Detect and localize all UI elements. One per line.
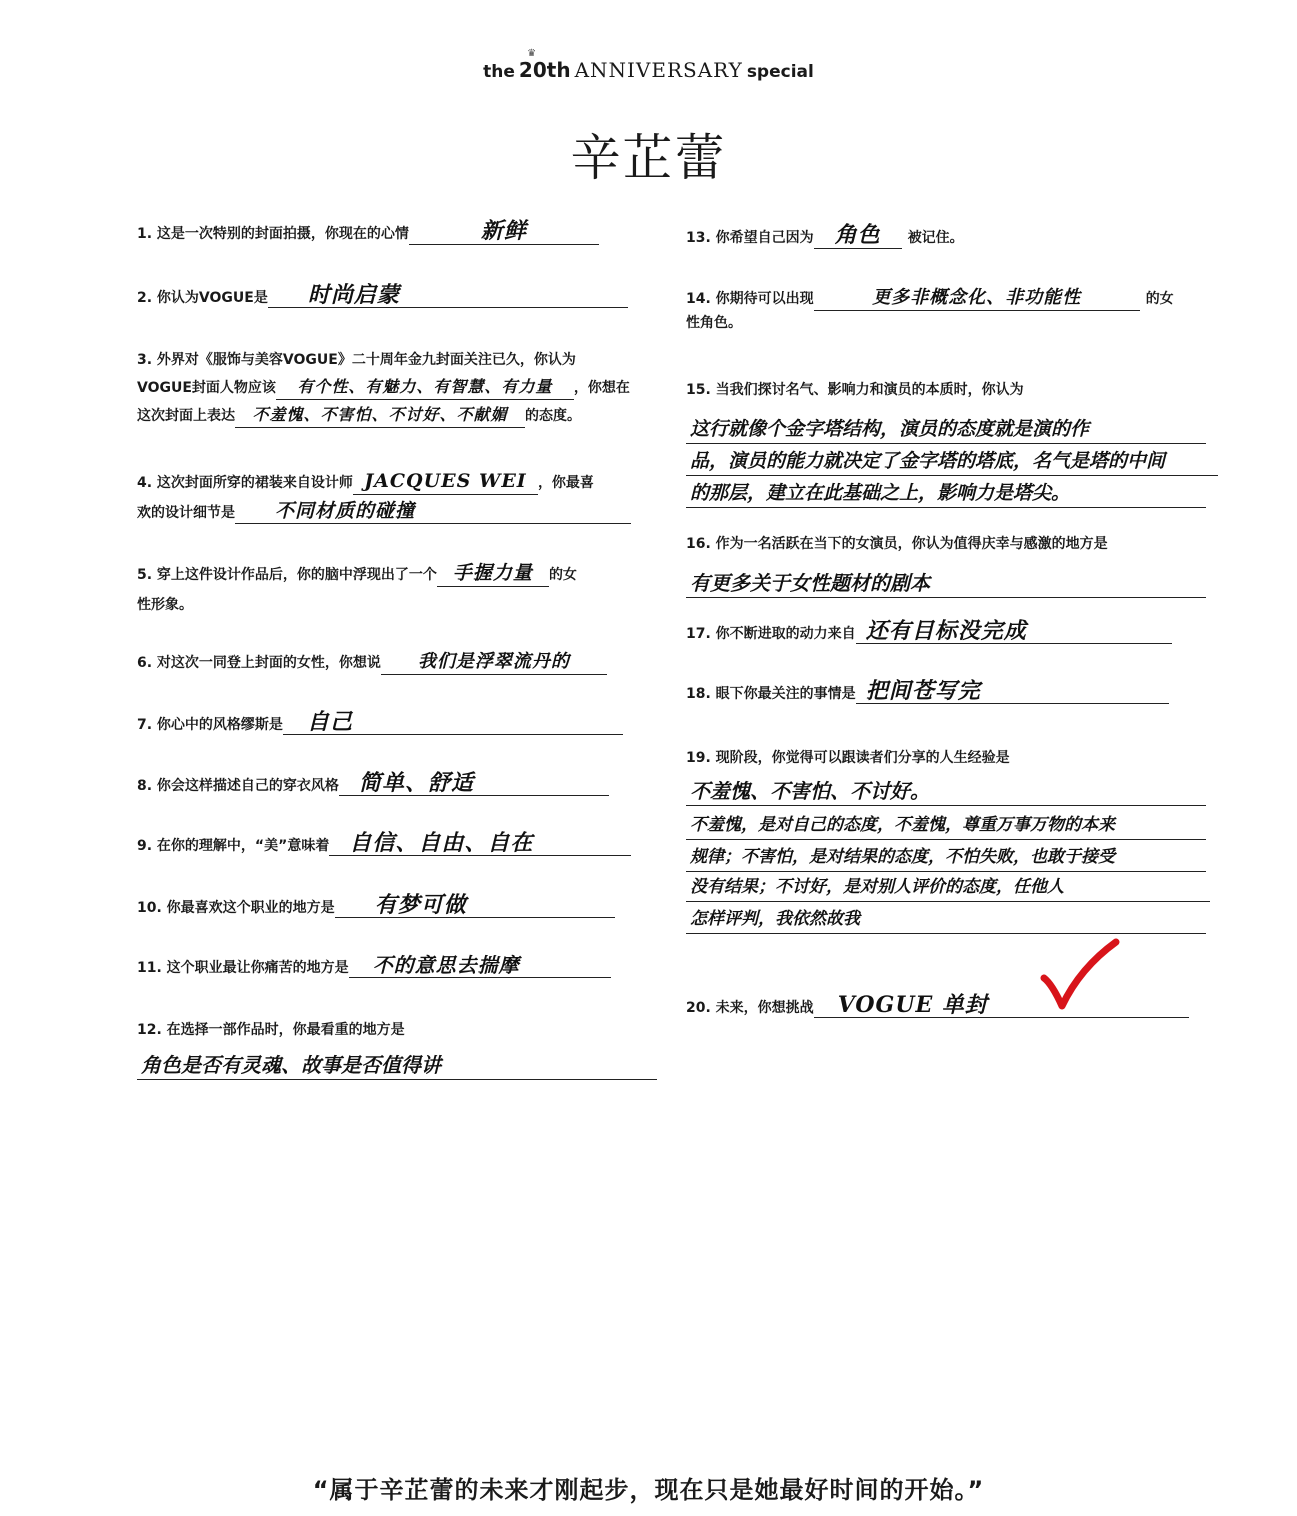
question-3-line3: 这次封面上表达 — [137, 408, 235, 424]
header-the: the — [483, 62, 515, 82]
question-7 — [137, 709, 623, 740]
question-20-prompt: 20. 未来，你想挑战 — [686, 1000, 814, 1016]
answer-11: 不的意思去揣摩 — [372, 953, 520, 977]
question-16-prompt: 16. 作为一名活跃在当下的女演员，你认为值得庆幸与感激的地方是 — [686, 536, 1108, 552]
answer-13-field — [814, 222, 902, 249]
header-anniversary: ANNIVERSARY — [574, 58, 743, 82]
question-3 — [137, 345, 630, 431]
question-4-line1-post: ，你最喜 — [537, 475, 594, 491]
question-10-prompt: 10. 你最喜欢这个职业的地方是 — [137, 900, 335, 916]
answer-6-field — [381, 648, 607, 675]
question-13-post: 被记住。 — [907, 230, 964, 246]
question-11 — [137, 952, 611, 983]
header-special: special — [746, 62, 814, 82]
answer-14: 更多非概念化、非功能性 — [872, 287, 1082, 308]
answer-19-line-5: 怎样评判，我依然故我 — [686, 904, 1206, 934]
answer-3b: 不羞愧、不害怕、不讨好、不献媚 — [252, 405, 508, 424]
answer-9: 自信、自由、自在 — [349, 830, 534, 856]
answer-16: 有更多关于女性题材的剧本 — [686, 568, 1206, 598]
answer-2: 时尚启蒙 — [307, 282, 400, 308]
answer-10: 有梦可做 — [374, 892, 467, 918]
answer-17-field — [856, 618, 1172, 644]
question-17 — [686, 618, 1172, 649]
answer-9-field — [329, 830, 631, 856]
answer-11-field — [349, 952, 611, 978]
answer-7-field — [283, 709, 623, 735]
question-5-line2: 性形象。 — [137, 597, 193, 613]
answer-15-line-2: 品，演员的能力就决定了金字塔的塔底，名气是塔的中间 — [686, 446, 1218, 476]
answer-8-field — [339, 770, 609, 796]
anniversary-line — [483, 48, 814, 82]
question-2 — [137, 282, 628, 313]
question-16 — [686, 532, 1108, 556]
question-6-prompt: 6. 对这次一同登上封面的女性，你想说 — [137, 655, 381, 671]
question-14-line2: 性角色。 — [686, 315, 742, 331]
question-12-prompt: 12. 在选择一部作品时，你最看重的地方是 — [137, 1022, 405, 1038]
answer-2-field — [268, 282, 628, 308]
question-3-line2: VOGUE封面人物应该 — [137, 380, 276, 396]
question-1 — [137, 218, 599, 249]
question-18-prompt: 18. 眼下你最关注的事情是 — [686, 686, 856, 702]
question-14-prompt: 14. 你期待可以出现 — [686, 291, 814, 307]
answer-1-field — [409, 218, 599, 245]
question-15 — [686, 378, 1024, 402]
pull-quote: “属于辛芷蕾的未来才刚起步，现在只是她最好时间的开始。” — [312, 1476, 985, 1504]
answer-20-field — [814, 992, 1189, 1018]
question-11-prompt: 11. 这个职业最让你痛苦的地方是 — [137, 960, 349, 976]
question-2-prompt: 2. 你认为VOGUE是 — [137, 290, 268, 306]
answer-18-field — [856, 678, 1169, 704]
answer-18: 把间苍写完 — [865, 678, 981, 704]
question-3-line1: 3. 外界对《服饰与美容VOGUE》二十周年金九封面关注已久，你认为 — [137, 352, 576, 368]
question-12 — [137, 1018, 405, 1042]
answer-4b-field — [235, 498, 631, 524]
question-3-line2-post: ，你想在 — [573, 380, 630, 396]
red-checkmark-icon — [1040, 938, 1120, 1014]
answer-12: 角色是否有灵魂、故事是否值得讲 — [137, 1050, 657, 1080]
header-20th: 20th — [518, 58, 571, 82]
question-15-prompt: 15. 当我们探讨名气、影响力和演员的本质时，你认为 — [686, 382, 1024, 398]
question-9-prompt: 9. 在你的理解中，“美”意味着 — [137, 838, 330, 854]
answer-17: 还有目标没完成 — [865, 618, 1027, 644]
answer-20: VOGUE 单封 — [837, 992, 988, 1018]
answer-4b: 不同材质的碰撞 — [275, 500, 416, 522]
answer-7: 自己 — [306, 709, 353, 735]
answer-5-field — [437, 560, 549, 587]
question-19 — [686, 746, 1010, 770]
answer-3a-field — [276, 373, 574, 400]
question-3-line3-post: 的态度。 — [525, 408, 581, 424]
question-10 — [137, 892, 615, 923]
answer-19-line-2: 不羞愧，是对自己的态度，不羞愧，尊重万事万物的本来 — [686, 810, 1206, 840]
question-13 — [686, 222, 964, 253]
answer-19-line-3: 规律；不害怕，是对结果的态度，不怕失败，也敢于接受 — [686, 842, 1206, 872]
question-4-line1: 4. 这次封面所穿的裙装来自设计师 — [137, 475, 353, 491]
question-18 — [686, 678, 1169, 709]
issue-header — [0, 48, 1297, 82]
answer-1: 新鲜 — [480, 218, 527, 244]
answer-19-line-4: 没有结果；不讨好，是对别人评价的态度，任他人 — [686, 872, 1210, 902]
question-17-prompt: 17. 你不断进取的动力来自 — [686, 626, 856, 642]
question-5 — [137, 560, 577, 620]
answer-8: 简单、舒适 — [358, 770, 474, 796]
question-14 — [686, 284, 1174, 338]
question-13-prompt: 13. 你希望自己因为 — [686, 230, 814, 246]
question-5-line1: 5. 穿上这件设计作品后，你的脑中浮现出了一个 — [137, 567, 437, 583]
answer-6: 我们是浮翠流丹的 — [417, 651, 570, 672]
answer-3a: 有个性、有魅力、有智慧、有力量 — [297, 377, 553, 396]
question-5-line1-post: 的女 — [548, 567, 577, 583]
answer-15-line-3: 的那层，建立在此基础之上，影响力是塔尖。 — [686, 478, 1206, 508]
answer-14-field — [814, 284, 1140, 311]
question-6 — [137, 648, 607, 678]
answer-5: 手握力量 — [452, 562, 533, 584]
answer-19-line-1: 不羞愧、不害怕、不讨好。 — [686, 776, 1206, 806]
answer-4a-field — [353, 468, 538, 495]
question-19-prompt: 19. 现阶段，你觉得可以跟读者们分享的人生经验是 — [686, 750, 1010, 766]
question-1-prompt: 1. 这是一次特别的封面拍摄，你现在的心情 — [137, 226, 409, 242]
page-title: 辛芷蕾 — [570, 129, 727, 187]
question-8 — [137, 770, 609, 801]
crown-icon: ♛ — [527, 48, 537, 59]
question-14-post: 的女 — [1145, 291, 1174, 307]
answer-4a: JACQUES WEI — [364, 470, 527, 492]
question-4 — [137, 468, 631, 528]
question-9 — [137, 830, 631, 861]
question-7-prompt: 7. 你心中的风格缪斯是 — [137, 717, 283, 733]
answer-10-field — [335, 892, 615, 918]
answer-3b-field — [235, 401, 525, 428]
answer-15-line-1: 这行就像个金字塔结构，演员的态度就是演的作 — [686, 414, 1206, 444]
question-4-line2: 欢的设计细节是 — [137, 505, 235, 521]
answer-13: 角色 — [834, 222, 881, 248]
question-8-prompt: 8. 你会这样描述自己的穿衣风格 — [137, 778, 339, 794]
